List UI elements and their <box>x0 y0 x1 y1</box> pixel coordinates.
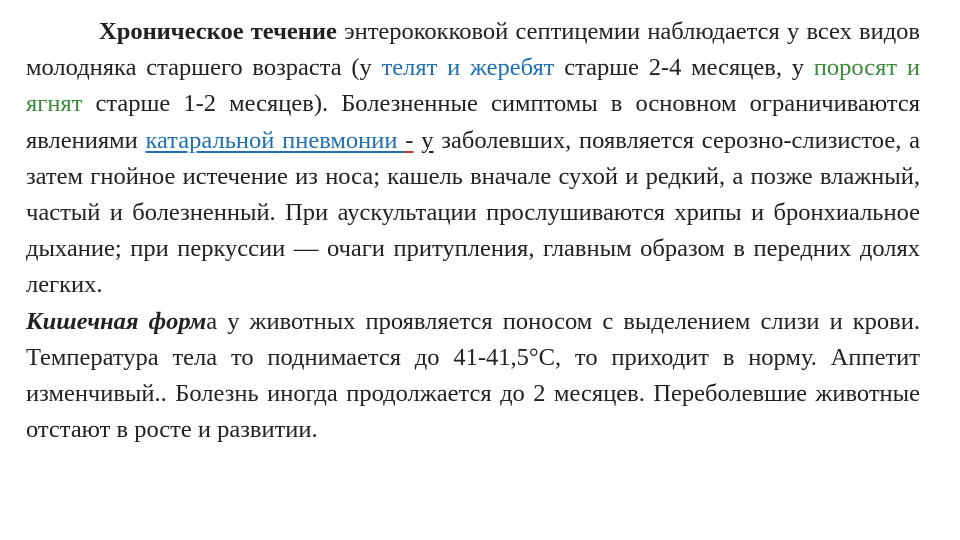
paragraph2-text: а у животных проявляется поносом с выделением слизи и крови. Температура тела то поднимается до 41-41,5°С, то приходит в норму. Аппетит изменчивый.. Болезнь иногда продолжается до 2 месяцев. Переболевшие животные отстают в росте и развитии. <box>26 307 920 444</box>
chronic-course-heading: Хроническое течение <box>99 18 337 45</box>
pneumonia-link[interactable]: пневмонии <box>282 126 406 154</box>
paragraph-intestinal-form <box>26 304 920 449</box>
text-content <box>26 14 920 448</box>
calves-foals-text: телят и жеребят <box>381 54 555 82</box>
piglets-lambs-text: поросят и ягнят <box>26 54 920 118</box>
paragraph-chronic-course <box>26 14 920 304</box>
paragraph1-text-3: старше 1-2 месяцев). Болезненные симптомы в основном ограничиваются явлениями <box>26 90 920 154</box>
paragraph1-text-2: старше 2-4 месяцев, у <box>554 54 814 82</box>
underlined-u: у <box>421 126 434 154</box>
paragraph1-text-1: энтерококковой септицемии наблюдается у всех видов молодняка старшего возраста (у <box>26 18 920 82</box>
dash-mark: - <box>405 126 414 154</box>
intestinal-form-heading: Кишечная форм <box>26 307 207 335</box>
catarrhal-link[interactable]: катаральной <box>145 126 283 154</box>
paragraph1-text-4: заболевших, появляется серозно-слизистое, а затем гнойное истечение из носа; кашель вначале сухой и редкий, а позже влажный, частый и болезненный. При аускультации прослушиваются хрипы и бронхиальное дыхание; при перкуссии — очаги притупления, главным образом в передних долях легких. <box>26 126 920 299</box>
